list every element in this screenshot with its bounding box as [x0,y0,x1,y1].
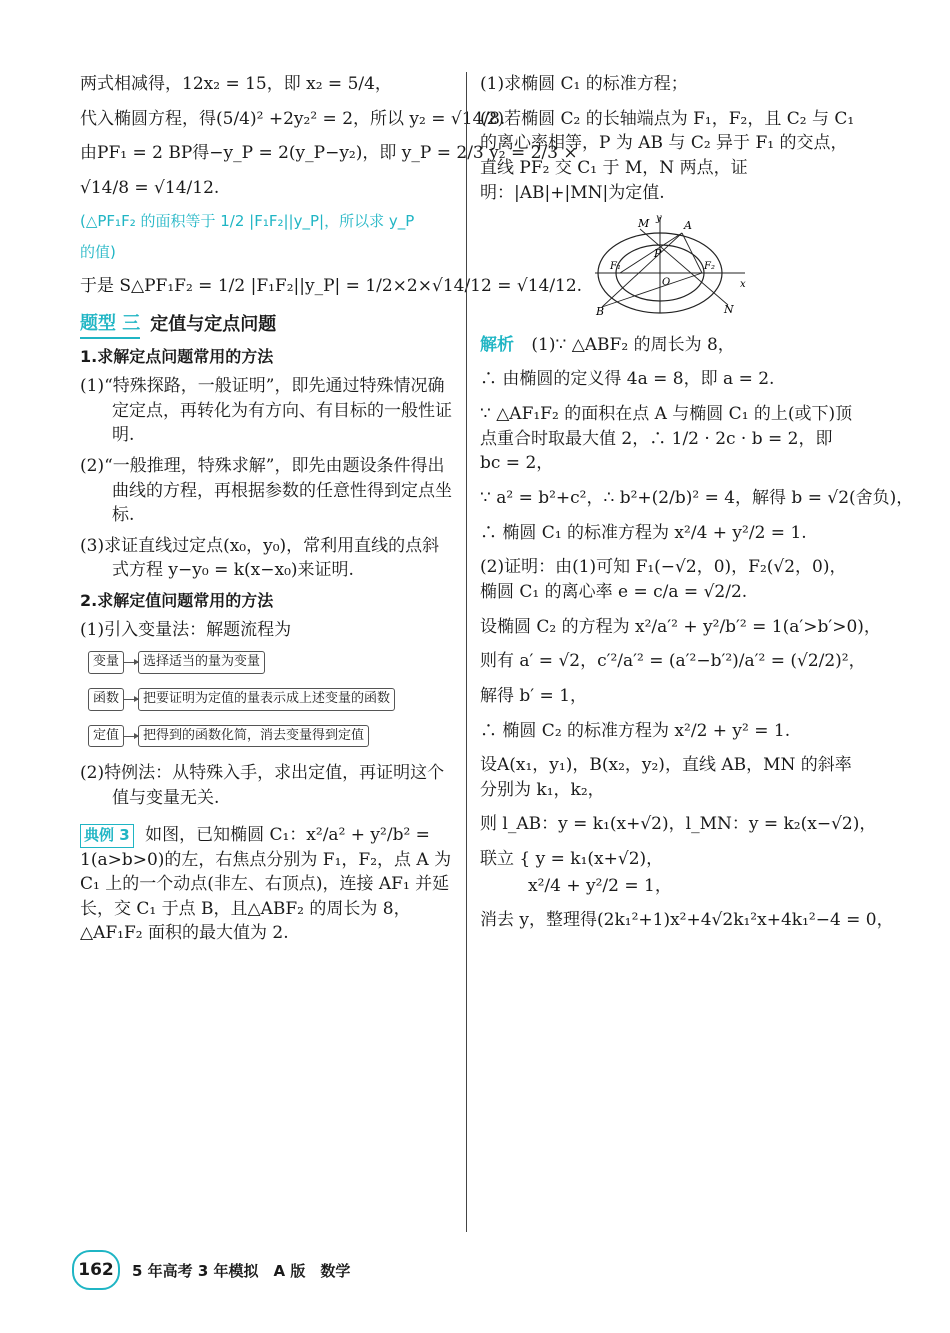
solution-line: 联立 { y = k₁(x+√2)， [480,849,664,870]
solution-line: 设椭圆 C₂ 的方程为 x²/a′² + y²/b′² = 1(a′>b′>0)， [480,616,881,637]
method-item: (3)求证直线过定点(x₀，y₀)，常利用直线的点斜式方程 y−y₀ = k(x−x₀)来证明. [80,535,440,581]
figure-label: y [656,215,662,225]
solution-line: ∵ △AF₁F₂ 的面积在点 A 与椭圆 C₁ 的上(或下)顶点重合时取最大值 2，∴ 1/2 · 2c · b = 2，即 bc = 2， [480,404,853,474]
ellipse-diagram [590,215,750,315]
figure-label: F₁ [610,261,621,273]
solution-line: ∵ a² = b²+c²，∴ b²+(2/b)² = 4，解得 b = √2(舍负)， [480,488,914,509]
flow-box: 把得到的函数化简，消去变量得到定值 [138,725,369,748]
book-title: 5 年高考 3 年模拟 A 版 数学 [132,1261,351,1280]
example-text: 如图，已知椭圆 C₁：x²/a² + y²/b² = 1(a>b>0)的左，右焦点分别为 F₁，F₂，点 A 为 C₁ 上的一个动点(非左、右顶点)，连接 AF₁ 并延长，交 C₁ 于点 B，且△ABF₂ 的周长为 8，△AF₁F₂ 面积的最大值为 2. [80,824,452,944]
hint-note: (△PF₁F₂ 的面积等于 1/2 |F₁F₂||y_P|，所以求 y_P [80,211,415,230]
derivation-line: 于是 S△PF₁F₂ = 1/2 |F₁F₂||y_P| = 1/2×2×√14/12 = √14/12. [80,276,583,297]
figure-label: x [740,279,746,291]
flow-box: 定值 [88,725,124,748]
solution-line: ∴ 椭圆 C₂ 的标准方程为 x²/2 + y² = 1. [480,720,791,741]
solution-text: (1)∵ △ABF₂ 的周长为 8， [531,334,735,355]
section-tag: 题型 三 [80,311,140,339]
flowchart [88,651,455,748]
method-item: (2)特例法：从特殊入手，求出定值，再证明这个值与变量无关. [80,763,445,809]
solution-line: 解得 b′ = 1， [480,685,588,706]
method-item: (1)“特殊探路，一般证明”，即先通过特殊情况确定定点，再转化为有方向、有目标的一般性证明. [80,375,452,446]
flow-box: 选择适当的量为变量 [138,651,265,674]
section-heading [80,311,455,339]
arrow-icon [124,699,138,700]
section-title: 定值与定点问题 [150,313,277,335]
solution-line: 设A(x₁，y₁)，B(x₂，y₂)，直线 AB，MN 的斜率分别为 k₁，k₂， [480,755,852,800]
solution-line [480,333,855,358]
figure-label: O [662,277,671,289]
page-footer [72,1250,350,1290]
solution-line: 消去 y，整理得(2k₁²+1)x²+4√2k₁²x+4k₁²−4 = 0， [480,910,894,931]
figure-label: P [654,247,662,261]
question-item: (1)求椭圆 C₁ 的标准方程； [480,74,688,94]
subheading: 1.求解定点问题常用的方法 [80,346,274,366]
solution-line: 则 l_AB：y = k₁(x+√2)，l_MN：y = k₂(x−√2)， [480,814,877,835]
solution-line: ∴ 椭圆 C₁ 的标准方程为 x²/4 + y²/2 = 1. [480,522,807,543]
figure-label: B [596,305,605,316]
example-tag: 典例 3 [80,824,134,848]
derivation-line: 两式相减得，12x₂ = 15，即 x₂ = 5/4， [80,74,392,94]
flow-row [88,688,455,711]
figure-label: A [684,219,692,233]
solution-line: x²/4 + y²/2 = 1， [528,875,672,896]
derivation-line: 由PF₁ = 2 BP得−y_P = 2(y_P−y₂)，即 y_P = 2/3 y₂ = 2/3 × [80,143,578,164]
page-number: 162 [72,1250,120,1290]
flow-box: 函数 [88,688,124,711]
hint-note: 的值) [80,243,116,262]
example-block [80,823,455,946]
flow-box: 变量 [88,651,124,674]
flow-row [88,725,455,748]
subheading: 2.求解定值问题常用的方法 [80,591,274,611]
figure-label: N [724,303,734,316]
solution-line: ∴ 由椭圆的定义得 4a = 8，即 a = 2. [480,369,775,390]
derivation-line: 代入椭圆方程，得(5/4)² +2y₂² = 2，所以 y₂ = √14/8. [80,108,506,129]
method-item: (1)引入变量法：解题流程为 [80,620,292,641]
solution-line: 则有 a′ = √2，c′²/a′² = (a′²−b′²)/a′² = (√2/2)²， [480,651,866,672]
flow-row [88,651,455,674]
arrow-icon [124,736,138,737]
question-item: (2)若椭圆 C₂ 的长轴端点为 F₁，F₂，且 C₂ 与 C₁ 的离心率相等，P 为 AB 与 C₂ 异于 F₁ 的交点，直线 PF₂ 交 C₁ 于 M，N 两点，证明：|AB|+|MN|为定值. [480,108,855,203]
method-item: (2)“一般推理，特殊求解”，即先由题设条件得出曲线的方程，再根据参数的任意性得到定点坐标. [80,455,452,526]
figure-label: M [638,217,650,231]
flow-box: 把要证明为定值的量表示成上述变量的函数 [138,688,395,711]
arrow-icon [124,662,138,663]
ellipse-figure [590,215,855,323]
column-divider [466,72,467,1232]
figure-label: F₂ [704,261,715,273]
right-column [480,72,914,943]
analysis-tag: 解析 [480,334,514,355]
solution-line: (2)证明：由(1)可知 F₁(−√2，0)，F₂(√2，0)，椭圆 C₁ 的离心率 e = c/a = √2/2. [480,557,847,602]
derivation-line: √14/8 = √14/12. [80,177,220,198]
